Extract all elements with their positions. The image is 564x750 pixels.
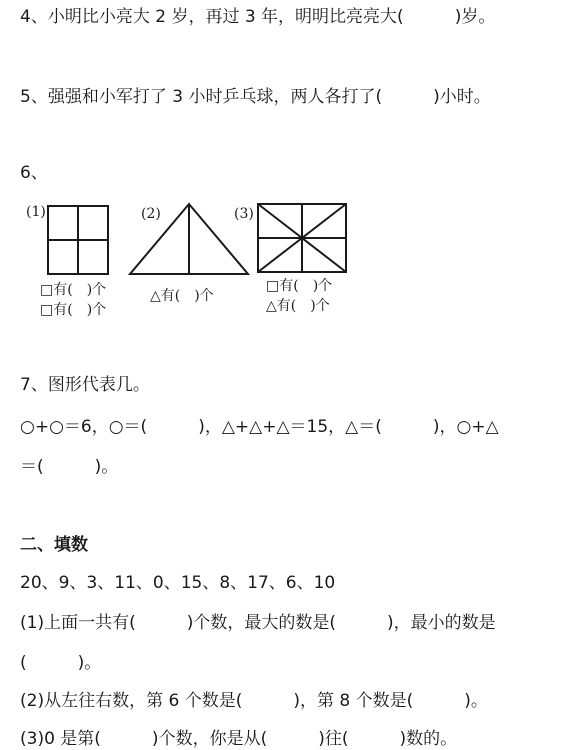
section-2-question-2: (2)从左往右数，第 6 个数是( )，第 8 个数是( )。 — [20, 691, 488, 711]
figure-1-label: (1) — [26, 204, 46, 220]
question-5: 5、强强和小军打了 3 小时乒乓球，两人各打了( )小时。 — [20, 87, 491, 107]
question-7-line-2: ＝( )。 — [20, 457, 119, 477]
figure-3-question-2: △有( )个 — [266, 298, 330, 314]
question-7-title: 7、图形代表几。 — [20, 375, 150, 395]
figure-2 — [130, 204, 248, 304]
section-2-question-1a: (1)上面一共有( )个数，最大的数是( )，最小的数是 — [20, 613, 496, 633]
section-2-question-1b: ( )。 — [20, 653, 102, 673]
question-6-figures — [0, 196, 564, 326]
figure-1 — [26, 204, 108, 318]
figure-3 — [234, 204, 346, 314]
section-2-question-3: (3)0 是第( )个数，你是从( )往( )数的。 — [20, 729, 458, 749]
figure-3-label: (3) — [234, 206, 254, 222]
number-list: 20、9、3、11、0、15、8、17、6、10 — [20, 573, 336, 593]
figure-1-question-2: □有( )个 — [40, 302, 107, 318]
figure-2-question: △有( )个 — [150, 288, 214, 304]
figure-3-question-1: □有( )个 — [266, 278, 333, 294]
section-2-heading: 二、填数 — [20, 535, 88, 555]
question-6-title: 6、 — [20, 163, 48, 183]
question-7-line-1: ○+○＝6，○＝( )，△+△+△＝15，△＝( )，○+△ — [20, 417, 499, 437]
question-4: 4、小明比小亮大 2 岁，再过 3 年，明明比亮亮大( )岁。 — [20, 7, 496, 27]
figure-1-question-1: □有( )个 — [40, 282, 107, 298]
figure-2-label: (2) — [141, 206, 161, 222]
